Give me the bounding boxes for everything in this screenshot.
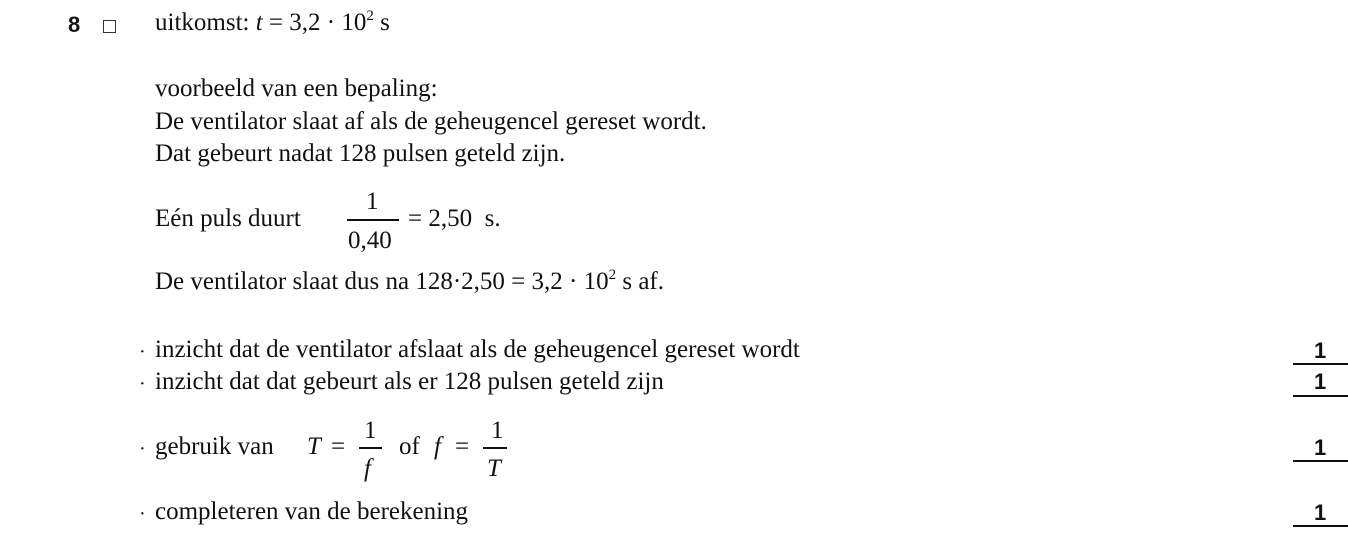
criterion-bullet: · <box>139 503 146 525</box>
criterion-points-underline <box>1293 395 1348 397</box>
criterion-points: 1 <box>1314 338 1327 363</box>
outcome-label: uitkomst: <box>155 9 250 36</box>
formula-period-numerator: 1 <box>364 417 377 444</box>
pulse-denominator: 0,40 <box>348 227 392 254</box>
formula-frequency-fraction-bar <box>483 447 507 449</box>
outcome-unit: s <box>380 9 390 36</box>
criterion-points-underline <box>1293 525 1348 527</box>
criterion-bullet: · <box>139 341 146 363</box>
conclusion-unit: s af. <box>622 268 664 295</box>
outcome-equation: = 3,2 · 10 <box>268 9 367 36</box>
criterion-bullet: · <box>139 438 146 460</box>
criterion-points-underline <box>1293 460 1348 462</box>
pulse-prefix: Eén puls duurt <box>155 205 301 232</box>
formula-period-variable: T <box>307 433 321 460</box>
formula-period-fraction-bar <box>359 447 382 449</box>
formula-frequency-variable: f <box>434 433 441 460</box>
pulse-numerator: 1 <box>366 188 379 215</box>
question-checkbox[interactable] <box>103 20 116 33</box>
formula-period-denominator: f <box>364 455 371 482</box>
example-line-1: De ventilator slaat af als de geheugencel gereset wordt. <box>155 108 707 135</box>
example-line-2: Dat gebeurt nadat 128 pulsen geteld zijn. <box>155 140 566 167</box>
criterion-points: 1 <box>1314 435 1327 460</box>
pulse-fraction-bar <box>347 219 399 221</box>
criterion-points-underline <box>1293 363 1348 365</box>
formula-period-equals: = <box>331 433 346 460</box>
outcome-variable: t <box>255 9 263 36</box>
criterion-text: inzicht dat dat gebeurt als er 128 pulsen geteld zijn <box>155 368 664 395</box>
pulse-result: = 2,50 s. <box>408 205 501 232</box>
criterion-text: inzicht dat de ventilator afslaat als de geheugencel gereset wordt <box>155 336 800 363</box>
criterion-text: completeren van de berekening <box>155 498 469 525</box>
formula-frequency-numerator: 1 <box>491 417 504 444</box>
formula-or: of <box>399 433 420 460</box>
conclusion-exponent: 2 <box>608 267 617 283</box>
outcome-exponent: 2 <box>366 8 374 24</box>
conclusion-line <box>155 268 664 296</box>
outcome-line <box>155 9 390 37</box>
criterion-points: 1 <box>1314 369 1327 394</box>
criterion-bullet: · <box>139 373 146 395</box>
question-number: 8 <box>68 12 81 37</box>
criterion-text: gebruik van <box>155 433 274 460</box>
formula-frequency-denominator: T <box>487 455 501 482</box>
formula-frequency-equals: = <box>455 433 470 460</box>
example-heading: voorbeeld van een bepaling: <box>155 75 438 102</box>
conclusion-text: De ventilator slaat dus na 128·2,50 = 3,2 · 10 <box>155 268 609 295</box>
criterion-points: 1 <box>1314 500 1327 525</box>
